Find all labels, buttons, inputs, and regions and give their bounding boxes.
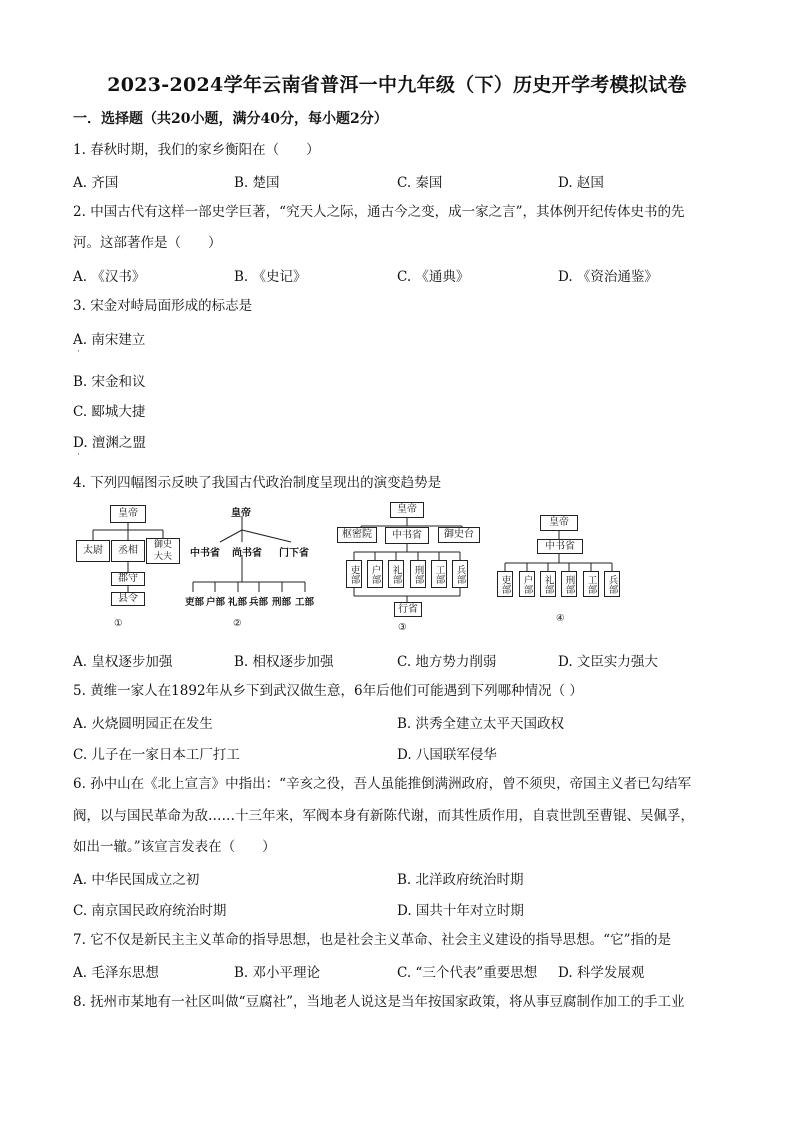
question-7	[73, 930, 671, 950]
ministry-box: 兵部	[452, 560, 468, 588]
ministry-label: 礼部	[228, 597, 248, 608]
q7-option-d[interactable]: D. 科学发展观	[558, 965, 645, 981]
xingsheng-box: 行省	[394, 602, 422, 617]
q4-option-c[interactable]: C. 地方势力削弱	[397, 654, 497, 670]
ministry-label: 刑部	[272, 597, 292, 608]
chengxiang-box: 丞相	[111, 540, 145, 562]
question-1	[73, 140, 320, 160]
xianling-box: 县令	[111, 592, 145, 606]
question-number: 7.	[73, 932, 86, 948]
diagram-caption: ④	[556, 613, 565, 624]
q6-option-d[interactable]: D. 国共十年对立时期	[397, 903, 524, 919]
question-8	[73, 992, 685, 1012]
question-stem-line1: 孙中山在《北上宣言》中指出：“辛亥之役，吾人虽能推倒满洲政府，曾不须臾，帝国主义者已勾结军	[90, 776, 692, 792]
ministry-box: 吏部	[346, 560, 362, 588]
shangshu-label: 尚书省	[232, 548, 262, 559]
yushi-box: 御史大夫	[146, 538, 180, 564]
page-title: 2023-2024学年云南省普洱一中九年级（下）历史开学考模拟试卷	[107, 74, 687, 96]
question-stem: 下列四幅图示反映了我国古代政治制度呈现出的演变趋势是	[90, 475, 442, 491]
q7-option-a[interactable]: A. 毛泽东思想	[73, 965, 159, 981]
ministry-label: 户部	[206, 597, 226, 608]
q1-option-b[interactable]: B. 楚国	[234, 175, 280, 191]
diagram-three-departments	[185, 500, 320, 635]
question-stem: 春秋时期，我们的家乡衡阳在（ ）	[90, 142, 320, 158]
q7-option-b[interactable]: B. 邓小平理论	[234, 965, 321, 981]
question-3	[73, 296, 252, 316]
question-stem: 抚州市某地有一社区叫做“豆腐社”，当地老人说这是当年按国家政策，将从事豆腐制作加工的手工业	[90, 994, 685, 1010]
q4-option-b[interactable]: B. 相权逐步加强	[234, 654, 334, 670]
q1-option-c[interactable]: C. 秦国	[397, 175, 443, 191]
question-stem-line3: 如出一辙。”该宣言发表在（ ）	[73, 839, 276, 855]
stray-dot: ·	[77, 450, 80, 460]
ministry-label: 兵部	[249, 597, 269, 608]
zhongshu-box: 中书省	[537, 539, 583, 554]
q6-option-b[interactable]: B. 北洋政府统治时期	[397, 872, 524, 888]
q2-option-c[interactable]: C. 《通典》	[397, 269, 470, 285]
question-stem-line2: 河。这部著作是（ ）	[73, 235, 222, 251]
q1-option-a[interactable]: A. 齐国	[73, 175, 119, 191]
stray-dot: ·	[77, 347, 80, 357]
question-2	[73, 202, 685, 222]
diagram-yuan-system	[334, 500, 484, 638]
q3-option-c[interactable]: C. 郾城大捷	[73, 404, 146, 420]
ministry-box: 礼部	[540, 571, 556, 597]
section-heading: 一．选择题（共20小题，满分40分，每小题2分）	[73, 111, 388, 127]
question-4	[73, 473, 441, 493]
ministry-label: 工部	[295, 597, 315, 608]
ministry-box: 工部	[431, 560, 447, 588]
emperor-box: 皇帝	[540, 515, 578, 531]
question-number: 5.	[73, 683, 86, 699]
junshou-box: 郡守	[111, 572, 145, 586]
ministry-box: 工部	[583, 571, 599, 597]
ministry-box: 礼部	[388, 560, 404, 588]
q5-option-d[interactable]: D. 八国联军侵华	[397, 747, 497, 763]
q2-option-a[interactable]: A. 《汉书》	[73, 269, 146, 285]
ministry-box: 吏部	[497, 571, 513, 597]
question-stem-line2: 阀，以与国民革命为敌……十三年来，军阀本身有新陈代谢，而其性质作用，自袁世凯至曹锟、吴佩孚，	[73, 808, 694, 824]
question-5	[73, 681, 583, 701]
q2-option-d[interactable]: D. 《资治通鉴》	[558, 269, 658, 285]
emperor-box: 皇帝	[390, 502, 424, 518]
question-stem: 黄维一家人在1892年从乡下到武汉做生意，6年后他们可能遇到下列哪种情况（ ）	[90, 683, 583, 699]
q5-option-a[interactable]: A. 火烧圆明园正在发生	[73, 716, 213, 732]
diagram-caption: ③	[398, 622, 407, 633]
diagram-song-system	[494, 510, 624, 628]
q5-option-c[interactable]: C. 儿子在一家日本工厂打工	[73, 747, 240, 763]
q3-option-d[interactable]: D. 澶渊之盟	[73, 435, 146, 451]
question-number: 2.	[73, 204, 86, 220]
q3-option-b[interactable]: B. 宋金和议	[73, 374, 146, 390]
yushitai-box: 御史台	[438, 527, 480, 543]
menxia-label: 门下省	[279, 548, 309, 559]
q6-option-c[interactable]: C. 南京国民政府统治时期	[73, 903, 227, 919]
question-number: 8.	[73, 994, 86, 1010]
ministry-box: 刑部	[561, 571, 577, 597]
q6-option-a[interactable]: A. 中华民国成立之初	[73, 872, 200, 888]
ministry-box: 户部	[519, 571, 535, 597]
q2-option-b[interactable]: B. 《史记》	[234, 269, 307, 285]
question-stem: 它不仅是新民主主义革命的指导思想，也是社会主义革命、社会主义建设的指导思想。“它”指的是	[90, 932, 671, 948]
q3-option-a[interactable]: A. 南宋建立	[73, 332, 146, 348]
zhongshu-box: 中书省	[385, 527, 429, 544]
diagram-caption: ①	[114, 618, 123, 629]
ministry-box: 刑部	[410, 560, 426, 588]
question-stem-line1: 中国古代有这样一部史学巨著，“究天人之际，通古今之变，成一家之言”，其体例开纪传体史书的先	[90, 204, 685, 220]
zhongshu-label: 中书省	[190, 548, 220, 559]
diagram-qin-system	[73, 500, 183, 635]
q4-option-d[interactable]: D. 文臣实力强大	[558, 654, 658, 670]
q4-option-a[interactable]: A. 皇权逐步加强	[73, 654, 173, 670]
question-number: 4.	[73, 475, 86, 491]
q7-option-c[interactable]: C. “三个代表”重要思想	[397, 965, 538, 981]
ministry-box: 兵部	[604, 571, 620, 597]
emperor-label: 皇帝	[231, 508, 251, 519]
question-6	[73, 774, 691, 794]
question-number: 6.	[73, 776, 86, 792]
emperor-box: 皇帝	[110, 505, 146, 523]
taiwei-box: 太尉	[76, 540, 110, 562]
shumi-box: 枢密院	[337, 527, 377, 543]
question-number: 1.	[73, 142, 86, 158]
q5-option-b[interactable]: B. 洪秀全建立太平天国政权	[397, 716, 565, 732]
question-stem: 宋金对峙局面形成的标志是	[90, 298, 253, 314]
diagram-caption: ②	[233, 618, 242, 629]
ministry-label: 吏部	[185, 597, 205, 608]
ministry-box: 户部	[367, 560, 383, 588]
q1-option-d[interactable]: D. 赵国	[558, 175, 604, 191]
question-number: 3.	[73, 298, 86, 314]
